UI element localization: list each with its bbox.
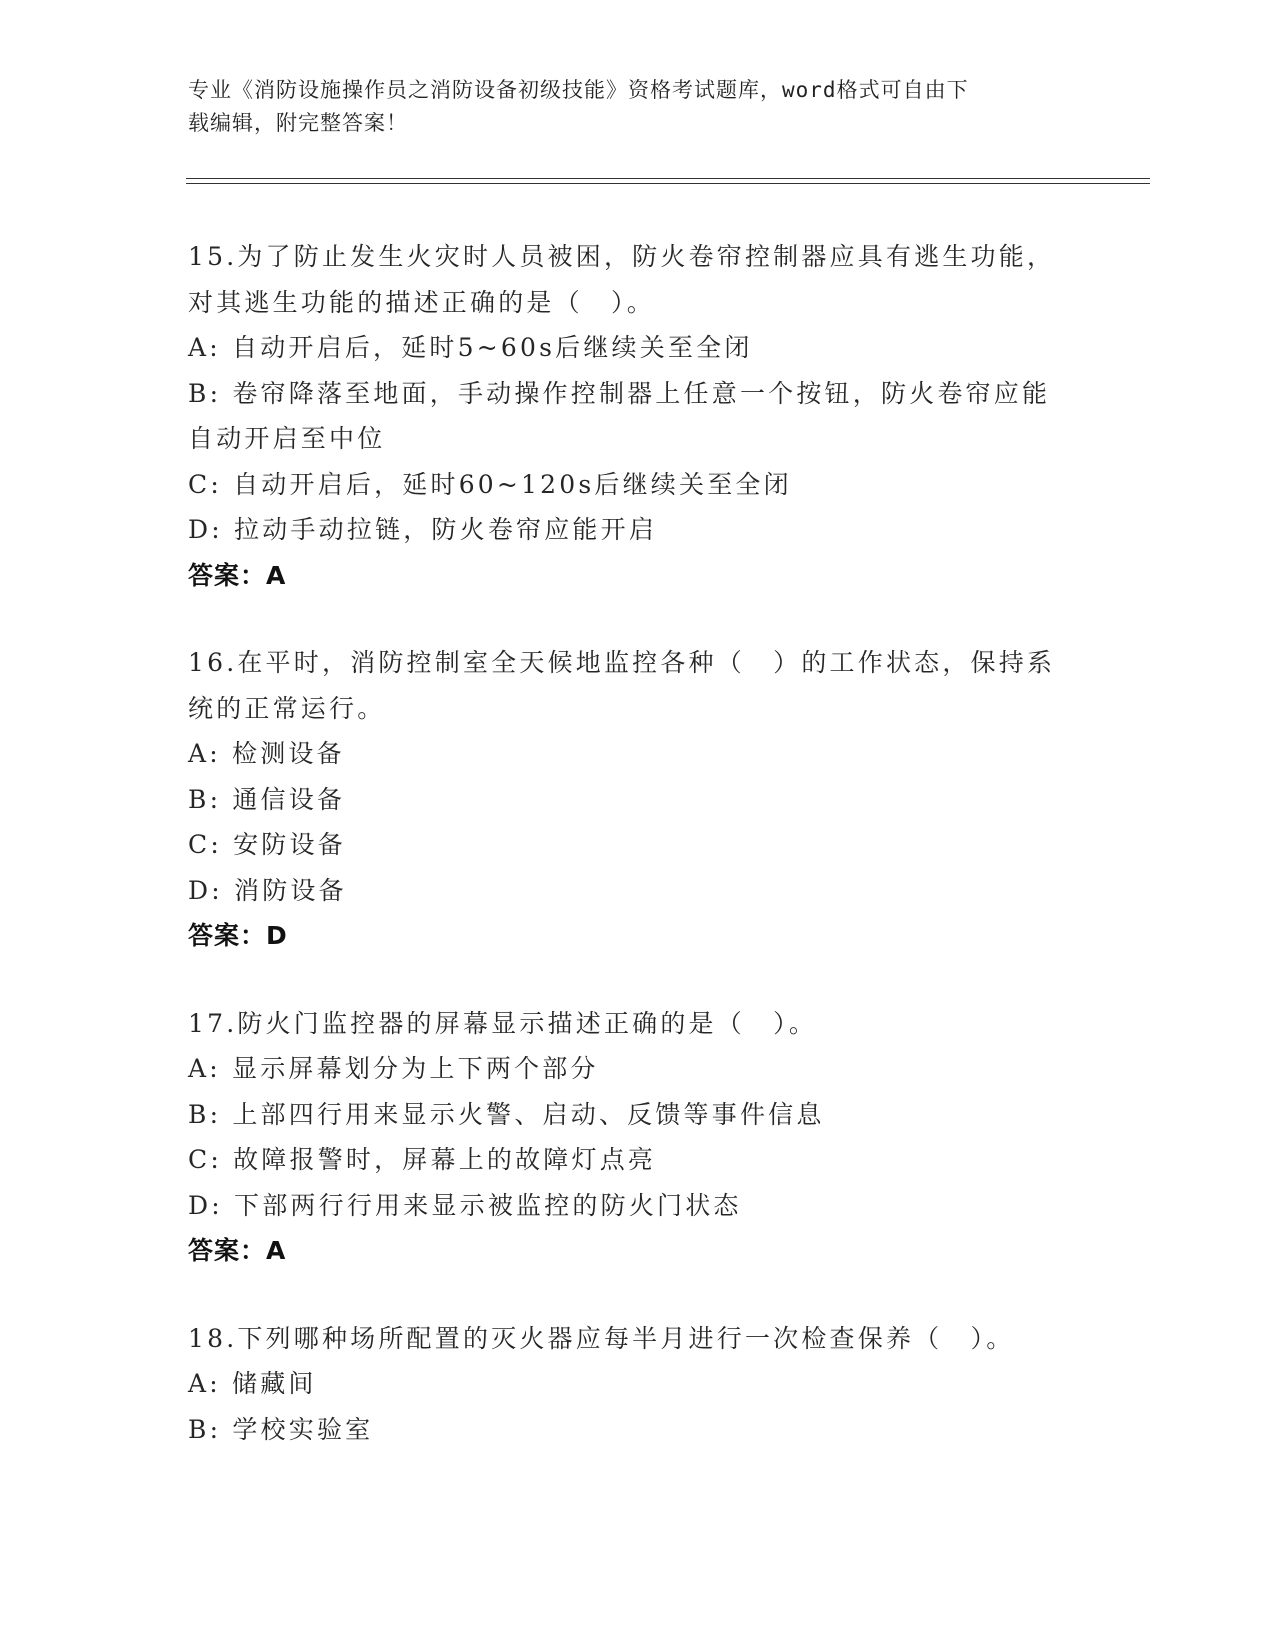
stem-line: 15.为了防止发生火灾时人员被困，防火卷帘控制器应具有逃生功能， [188, 242, 1056, 271]
header-line-1: 专业《消防设施操作员之消防设备初级技能》资格考试题库，word格式可自由下 [188, 78, 969, 102]
option-a: A: 检测设备 [188, 739, 345, 768]
option-b: B: 学校实验室 [188, 1414, 374, 1444]
answer-label: 答案： [188, 921, 267, 950]
header-line-2: 载编辑，附完整答案！ [188, 111, 408, 135]
option-d: D: 拉动手动拉链，防火卷帘应能开启 [188, 515, 658, 544]
question-list [188, 234, 1088, 1494]
stem-line: 17.防火门监控器的屏幕显示描述正确的是（ ）。 [188, 1008, 818, 1038]
option-c: C: 自动开启后，延时60~120s后继续关至全闭 [188, 469, 792, 499]
header-divider-bottom [186, 183, 1150, 184]
answer-label: 答案： [188, 1236, 267, 1265]
answer-line [188, 553, 1088, 599]
answer-value: A [266, 560, 287, 590]
answer-line [188, 913, 1088, 959]
option-b: B: 上部四行用来显示火警、启动、反馈等事件信息 [188, 1099, 825, 1129]
stem-line: 18.下列哪种场所配置的灭火器应每半月进行一次检查保养（ ）。 [188, 1323, 1015, 1353]
question-15 [188, 234, 1088, 598]
answer-value: D [266, 921, 288, 950]
option-b: B: 通信设备 [188, 784, 346, 814]
option-b: B: 卷帘降落至地面，手动操作控制器上任意一个按钮，防火卷帘应能 [188, 378, 1051, 408]
stem-line: 统的正常运行。 [188, 693, 386, 723]
option-a: A: 储藏间 [188, 1369, 317, 1398]
question-stem [188, 640, 1088, 731]
question-17 [188, 1001, 1088, 1274]
stem-line: 16.在平时，消防控制室全天候地监控各种（ ）的工作状态，保持系 [188, 648, 1056, 677]
question-18 [188, 1316, 1088, 1453]
option-d: D: 消防设备 [188, 875, 347, 905]
question-stem [188, 1001, 1088, 1047]
document-header [188, 74, 1068, 140]
option-a: A: 自动开启后，延时5~60s后继续关至全闭 [188, 333, 753, 362]
question-16 [188, 640, 1088, 959]
answer-value: A [266, 1236, 287, 1265]
question-stem [188, 1316, 1088, 1362]
stem-line: 对其逃生功能的描述正确的是（ ）。 [188, 287, 655, 317]
option-c: C: 故障报警时，屏幕上的故障灯点亮 [188, 1145, 657, 1174]
answer-label: 答案： [188, 560, 267, 590]
option-a: A: 显示屏幕划分为上下两个部分 [188, 1054, 599, 1083]
question-stem [188, 234, 1088, 325]
header-divider-top [186, 178, 1150, 179]
option-c: C: 安防设备 [188, 830, 346, 859]
option-d: D: 下部两行行用来显示被监控的防火门状态 [188, 1190, 742, 1220]
answer-line [188, 1228, 1088, 1274]
option-b-continued: 自动开启至中位 [188, 424, 386, 453]
